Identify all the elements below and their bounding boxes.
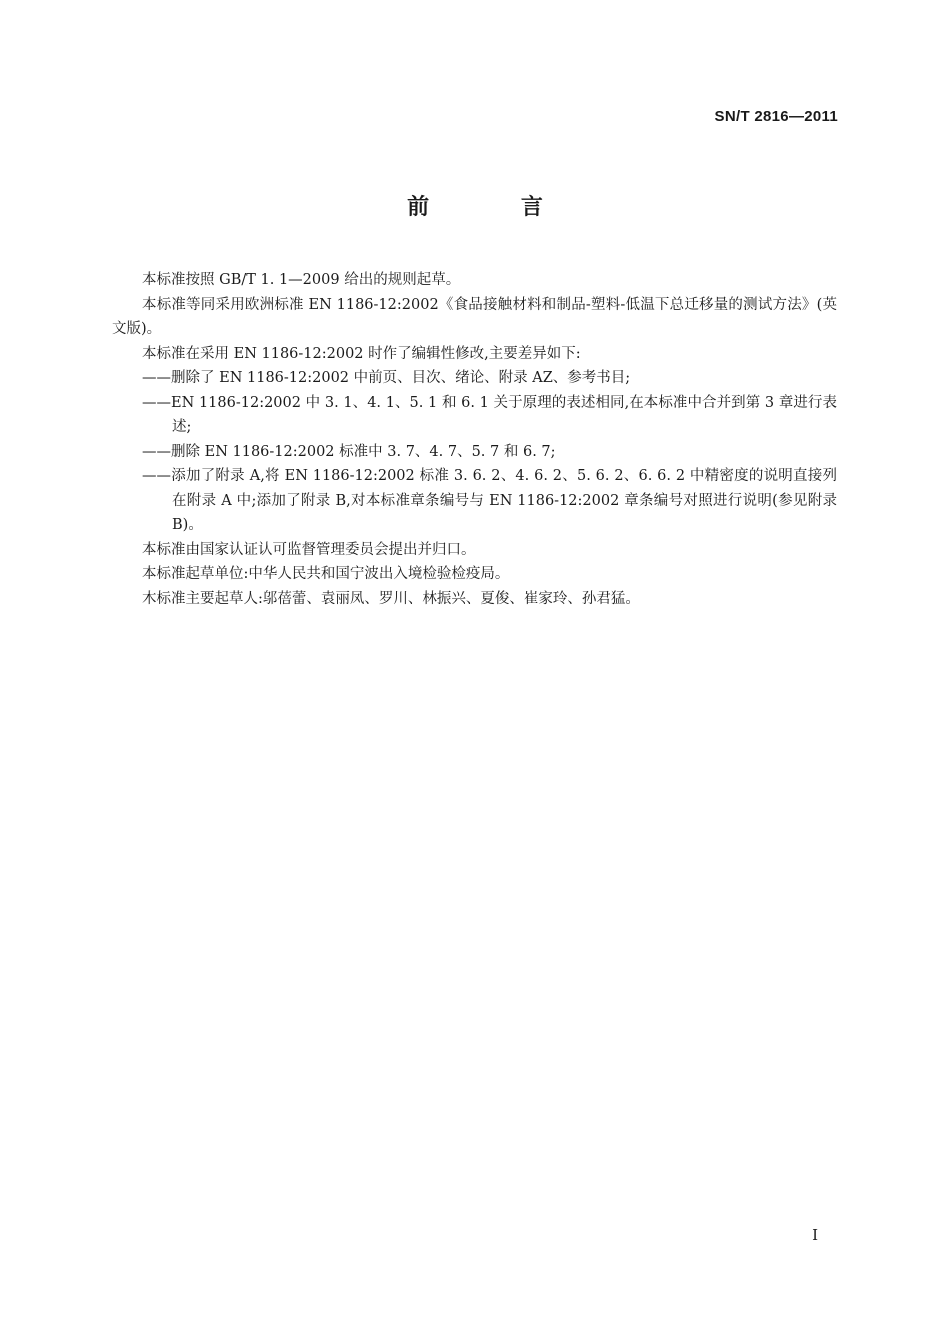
list-item: ——删除了 EN 1186-12:2002 中前页、目次、绪论、附录 AZ、参考书目; [142, 370, 631, 386]
standard-code: SN/T 2816—2011 [714, 108, 838, 125]
paragraph-adoption: 本标准等同采用欧洲标准 EN 1186-12:2002《食品接触材料和制品-塑料-低温下总迁移量的测试方法》(英文版)。 [112, 296, 837, 337]
paragraph-proposer: 本标准由国家认证认可监督管理委员会提出并归口。 [142, 541, 476, 558]
page-title: 前 言 [407, 195, 585, 220]
paragraph-drafting-rules: 本标准按照 GB/T 1. 1—2009 给出的规则起草。 [142, 272, 461, 288]
list-item: ——EN 1186-12:2002 中 3. 1、4. 1、5. 1 和 6. 1 关于原理的表述相同,在本标准中合并到第 3 章进行表述; [142, 394, 837, 435]
paragraph-drafting-unit: 本标准起草单位:中华人民共和国宁波出入境检验检疫局。 [142, 566, 510, 582]
paragraph-differences-intro: 本标准在采用 EN 1186-12:2002 时作了编辑性修改,主要差异如下: [142, 345, 581, 362]
foreword-body [112, 268, 837, 611]
page-number: I [812, 1226, 818, 1244]
list-item: ——添加了附录 A,将 EN 1186-12:2002 标准 3. 6. 2、4. 6. 2、5. 6. 2、6. 6. 2 中精密度的说明直接列在附录 A 中;添加了附录 B,对本标准章条编号与 EN 1186-12:2002 章条编号对照进行说明(参见附录 B)。 [142, 468, 837, 533]
list-item: ——删除 EN 1186-12:2002 标准中 3. 7、4. 7、5. 7 和 6. 7; [142, 443, 556, 460]
paragraph-drafters: 木标准主要起草人:邬蓓蕾、袁丽凤、罗川、林振兴、夏俊、崔家玲、孙君猛。 [142, 590, 640, 607]
